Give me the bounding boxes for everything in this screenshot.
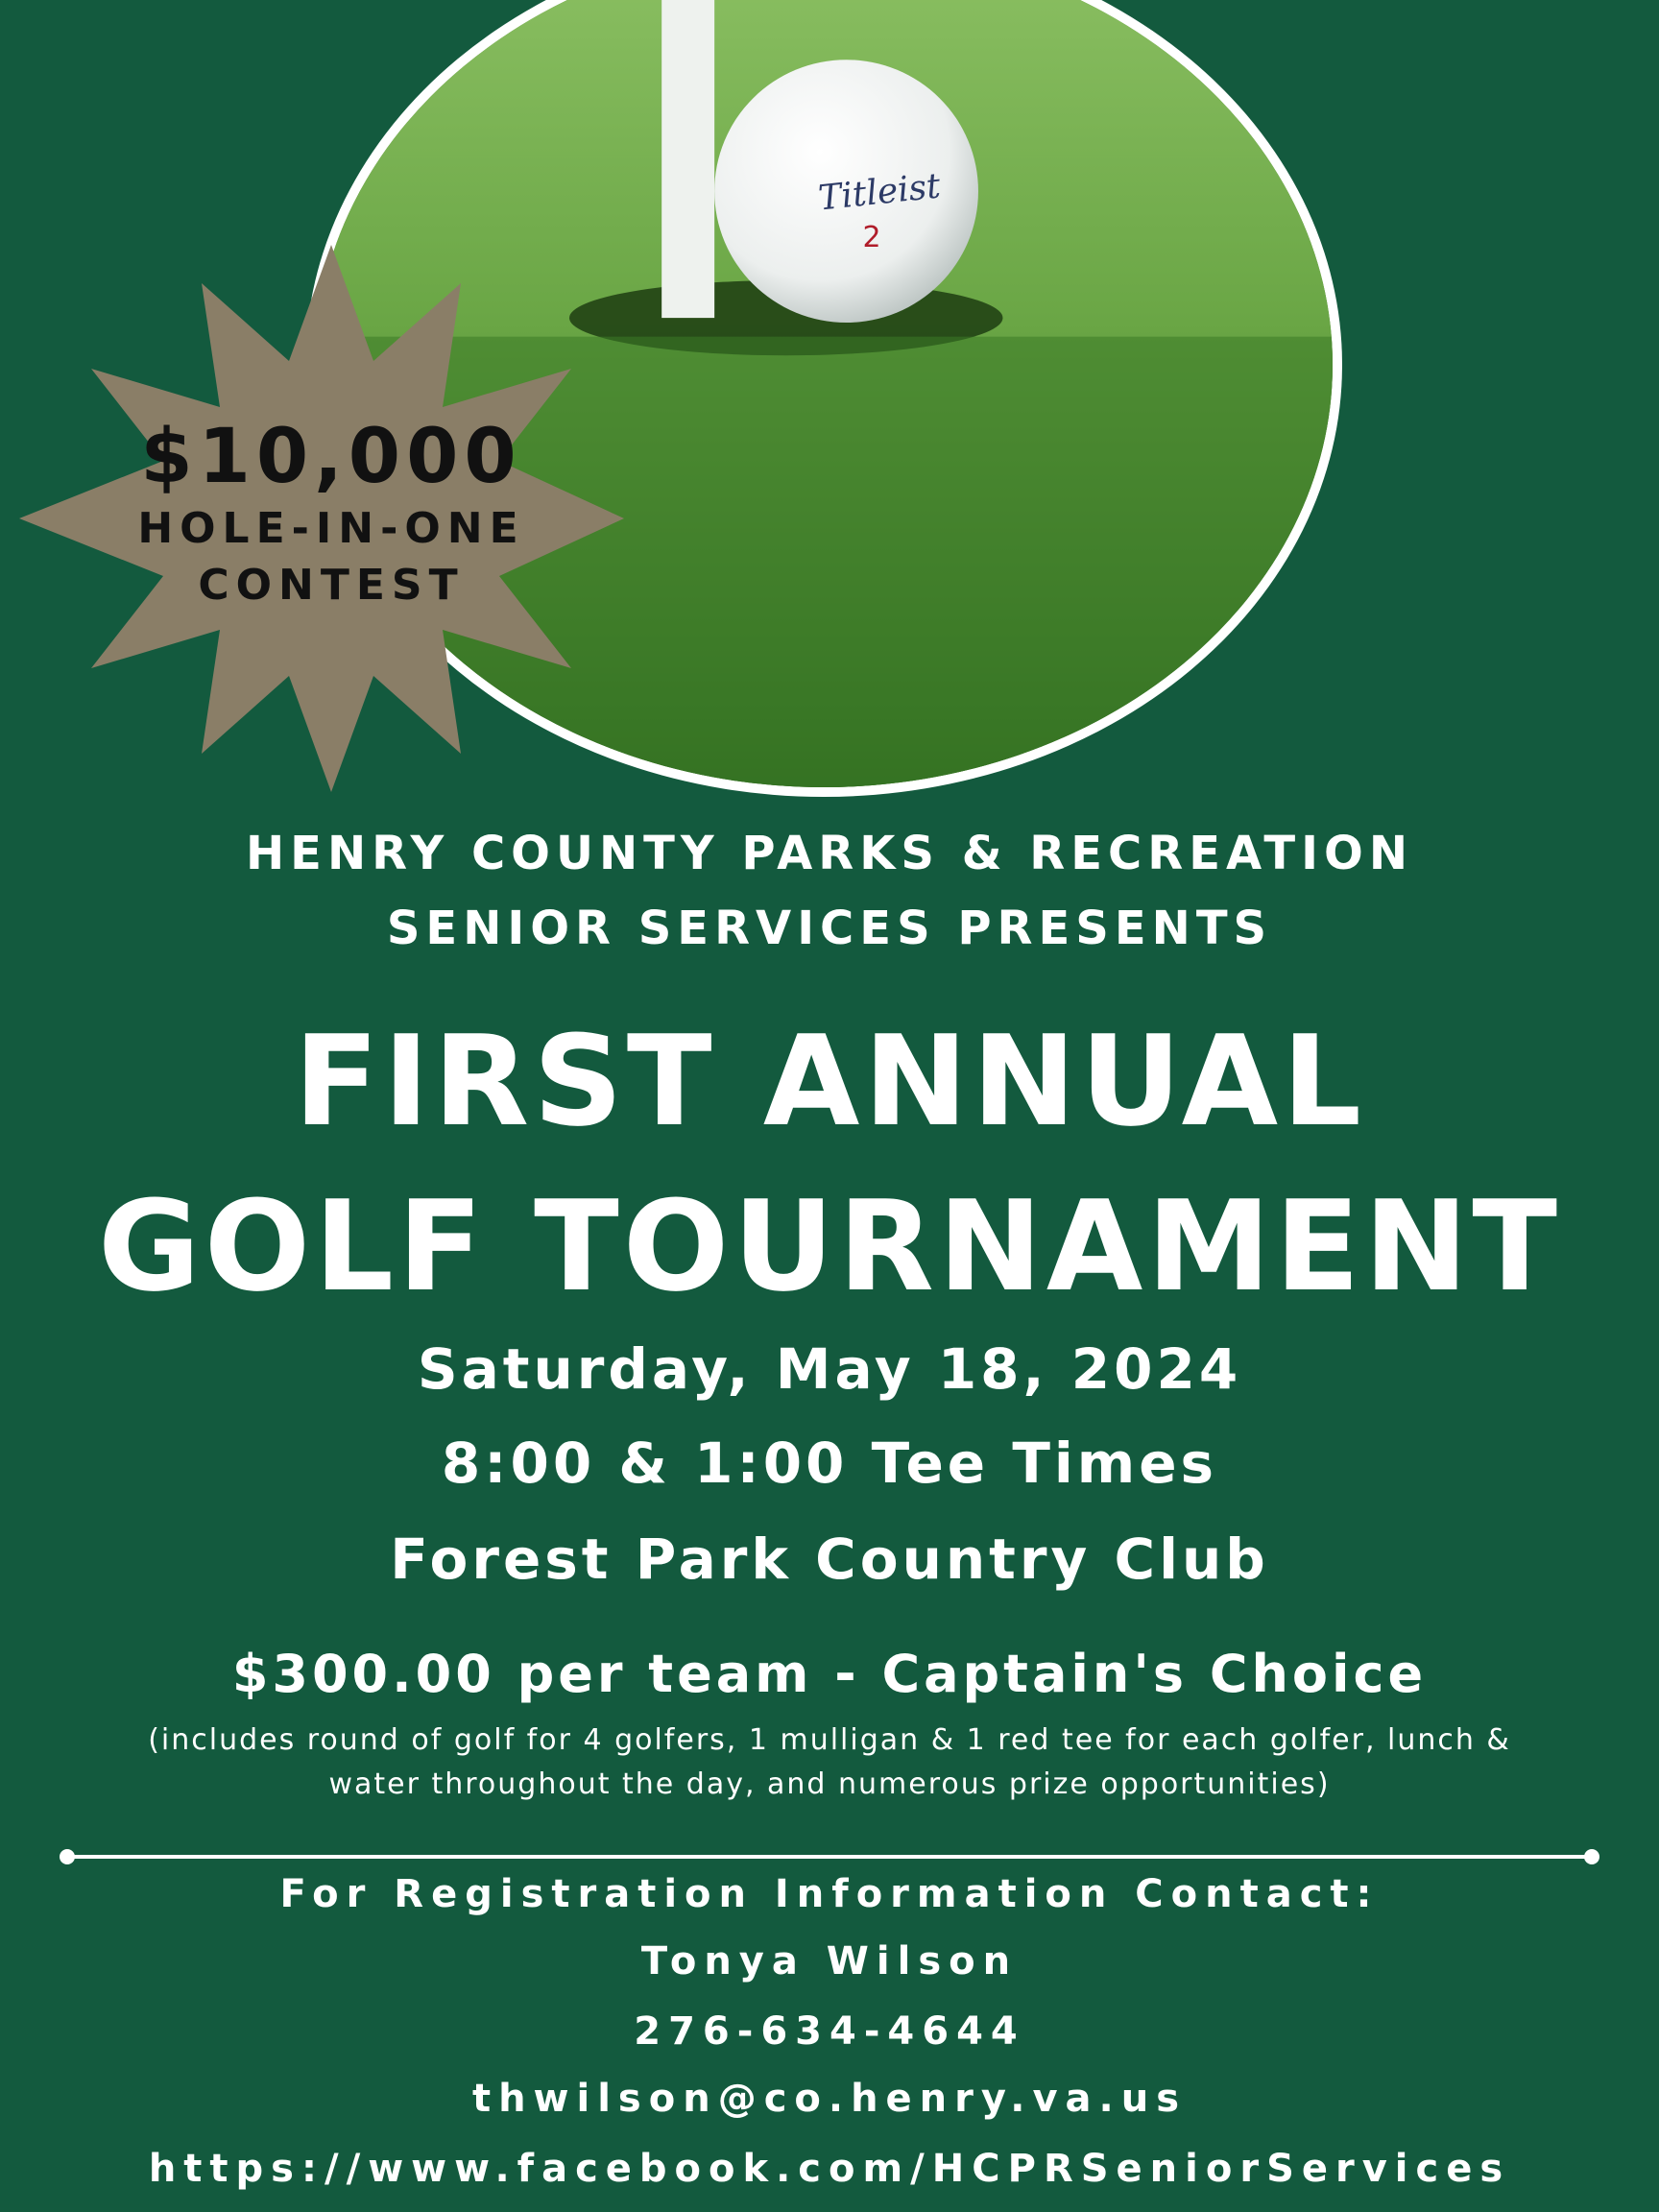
ball-number: 2 [862, 221, 881, 254]
divider-dot-right [1584, 1849, 1599, 1864]
presenter-line-2: SENIOR SERVICES PRESENTS [386, 902, 1273, 955]
contact-name: Tonya Wilson [640, 1939, 1019, 1984]
flag-pin [661, 0, 714, 318]
divider-dot-left [60, 1849, 75, 1864]
badge-amount: $10,000 [140, 413, 522, 500]
event-venue: Forest Park Country Club [390, 1527, 1269, 1592]
event-tee-times: 8:00 & 1:00 Tee Times [441, 1431, 1218, 1496]
ball-brand: Titleist [816, 166, 943, 219]
presenter-heading [0, 816, 1659, 966]
facebook-link[interactable]: https://www.facebook.com/HCPRSeniorServices [148, 2147, 1511, 2191]
event-title [0, 998, 1659, 1329]
event-date: Saturday, May 18, 2024 [417, 1336, 1242, 1402]
price-includes [0, 1719, 1659, 1807]
divider-line [67, 1855, 1592, 1859]
contact-phone[interactable]: 276-634-4644 [634, 2009, 1025, 2054]
contact-email[interactable]: thwilson@co.henry.va.us [471, 2077, 1188, 2121]
presenter-line-1: HENRY COUNTY PARKS & RECREATION [246, 827, 1413, 880]
contact-heading: For Registration Information Contact: [279, 1872, 1380, 1916]
team-price: $300.00 per team - Captain's Choice [231, 1644, 1428, 1704]
includes-line-2: water throughout the day, and numerous prize opportunities) [328, 1767, 1331, 1801]
hole-in-one-badge [19, 245, 643, 792]
title-line-1: FIRST ANNUAL [293, 1008, 1366, 1154]
badge-line-2: CONTEST [198, 561, 465, 610]
title-line-2: GOLF TOURNAMENT [97, 1173, 1562, 1319]
includes-line-1: (includes round of golf for 4 golfers, 1 mulligan & 1 red tee for each golfer, lunch & [148, 1723, 1511, 1757]
badge-line-1: HOLE-IN-ONE [137, 503, 525, 553]
